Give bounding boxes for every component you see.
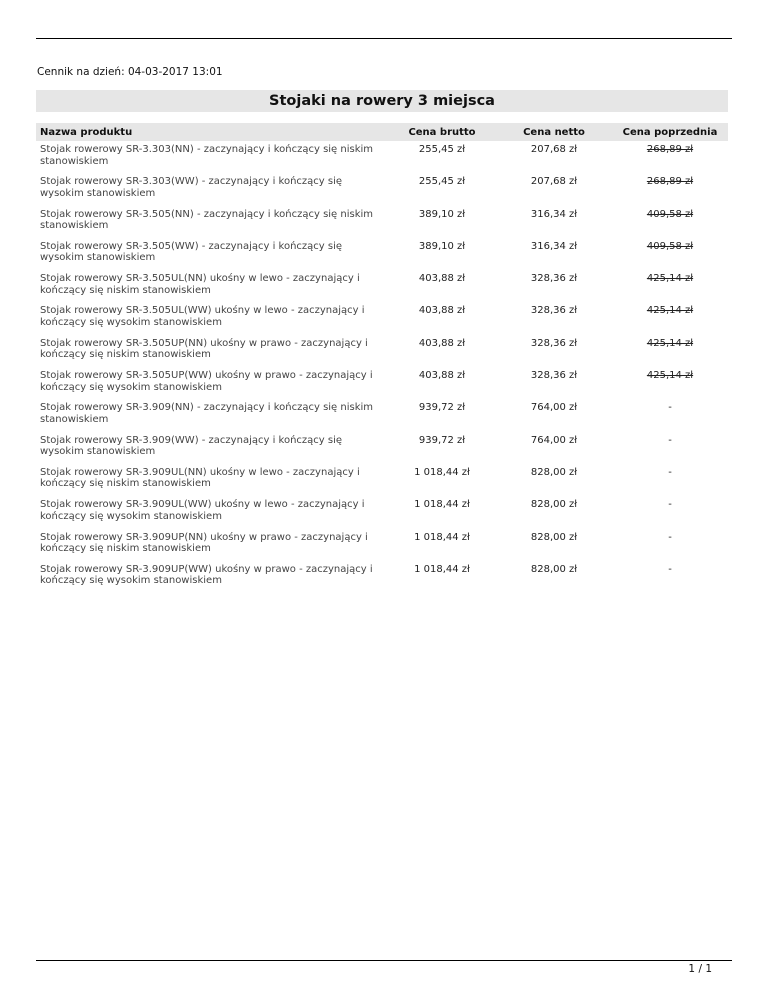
net-price-cell: 764,00 zł [530, 434, 578, 446]
previous-price-cell: 425,14 zł [646, 337, 694, 349]
product-name-cell: Stojak rowerowy SR-3.909(NN) - zaczynający i kończący się niskim stanowiskiem [40, 402, 374, 425]
table-row [36, 302, 728, 334]
product-name-cell: Stojak rowerowy SR-3.505(NN) - zaczynający i kończący się niskim stanowiskiem [40, 208, 374, 232]
product-name-cell: Stojak rowerowy SR-3.303(WW) - zaczynający i kończący się wysokim stanowiskiem [40, 176, 343, 199]
table-row [36, 270, 728, 302]
product-name-cell: Stojak rowerowy SR-3.505UL(WW) ukośny w lewo - zaczynający i kończący się wysokim stanowiskiem [40, 305, 365, 328]
top-divider [36, 38, 732, 39]
gross-price-cell: 1 018,44 zł [414, 531, 470, 543]
net-price-cell: 764,00 zł [530, 402, 578, 414]
table-row [36, 173, 728, 205]
column-header-previous: Cena poprzednia [612, 123, 728, 141]
net-price-cell: 328,36 zł [530, 273, 578, 285]
column-header-net: Cena netto [496, 123, 612, 141]
net-price-cell: 316,34 zł [530, 208, 578, 220]
gross-price-cell: 389,10 zł [418, 208, 466, 220]
table-row [36, 335, 728, 367]
previous-price-cell: - [668, 563, 672, 575]
previous-price-cell: - [668, 499, 672, 511]
table-row [36, 496, 728, 528]
table-row [36, 399, 728, 431]
gross-price-cell: 939,72 zł [418, 434, 466, 446]
previous-price-cell: 425,14 zł [646, 273, 694, 285]
previous-price-cell: 409,58 zł [646, 208, 694, 220]
price-table [36, 123, 728, 593]
net-price-cell: 207,68 zł [530, 144, 578, 155]
gross-price-cell: 255,45 zł [418, 176, 466, 188]
product-name-cell: Stojak rowerowy SR-3.909UP(NN) ukośny w prawo - zaczynający i kończący się niskim stanowiskiem [40, 531, 368, 555]
net-price-cell: 207,68 zł [530, 176, 578, 188]
table-row [36, 367, 728, 399]
net-price-cell: 328,36 zł [530, 370, 578, 382]
price-list-date: Cennik na dzień: 04-03-2017 13:01 [37, 66, 223, 78]
net-price-cell: 328,36 zł [530, 337, 578, 349]
page-title: Stojaki na rowery 3 miejsca [36, 90, 728, 112]
product-name-cell: Stojak rowerowy SR-3.909UL(NN) ukośny w lewo - zaczynający i kończący się niskim stanowiskiem [40, 466, 360, 490]
previous-price-cell: 409,58 zł [646, 240, 694, 252]
product-name-cell: Stojak rowerowy SR-3.505(WW) - zaczynający i kończący się wysokim stanowiskiem [40, 240, 343, 264]
gross-price-cell: 403,88 zł [418, 370, 466, 382]
bottom-divider [36, 960, 732, 961]
gross-price-cell: 1 018,44 zł [414, 563, 470, 575]
gross-price-cell: 1 018,44 zł [414, 499, 470, 511]
table-row [36, 141, 728, 173]
previous-price-cell: 268,89 zł [646, 144, 694, 155]
previous-price-cell: - [668, 402, 672, 414]
previous-price-cell: - [668, 434, 672, 446]
gross-price-cell: 403,88 zł [418, 305, 466, 317]
previous-price-cell: 425,14 zł [646, 305, 694, 317]
gross-price-cell: 403,88 zł [418, 273, 466, 285]
gross-price-cell: 389,10 zł [418, 240, 466, 252]
table-row [36, 529, 728, 561]
product-name-cell: Stojak rowerowy SR-3.505UP(NN) ukośny w prawo - zaczynający i kończący się niskim stanowiskiem [40, 337, 368, 361]
product-name-cell: Stojak rowerowy SR-3.909UL(WW) ukośny w lewo - zaczynający i kończący się wysokim stanowiskiem [40, 499, 365, 522]
table-row [36, 464, 728, 496]
page-number: 1 / 1 [688, 963, 712, 975]
previous-price-cell: 425,14 zł [646, 370, 694, 382]
product-name-cell: Stojak rowerowy SR-3.909(WW) - zaczynający i kończący się wysokim stanowiskiem [40, 434, 343, 458]
table-header-row [36, 123, 728, 141]
net-price-cell: 316,34 zł [530, 240, 578, 252]
gross-price-cell: 255,45 zł [418, 144, 466, 155]
column-header-gross: Cena brutto [388, 123, 496, 141]
table-row [36, 238, 728, 270]
previous-price-cell: - [668, 531, 672, 543]
previous-price-cell: 268,89 zł [646, 176, 694, 188]
net-price-cell: 828,00 zł [530, 563, 578, 575]
net-price-cell: 828,00 zł [530, 466, 578, 478]
product-name-cell: Stojak rowerowy SR-3.303(NN) - zaczynający i kończący się niskim stanowiskiem [40, 144, 374, 167]
previous-price-cell: - [668, 466, 672, 478]
column-header-name: Nazwa produktu [36, 123, 388, 141]
product-name-cell: Stojak rowerowy SR-3.505UL(NN) ukośny w lewo - zaczynający i kończący się niskim stanowiskiem [40, 273, 360, 296]
gross-price-cell: 403,88 zł [418, 337, 466, 349]
product-name-cell: Stojak rowerowy SR-3.909UP(WW) ukośny w prawo - zaczynający i kończący się wysokim stanowiskiem [40, 563, 373, 587]
net-price-cell: 328,36 zł [530, 305, 578, 317]
gross-price-cell: 939,72 zł [418, 402, 466, 414]
net-price-cell: 828,00 zł [530, 531, 578, 543]
table-row [36, 432, 728, 464]
gross-price-cell: 1 018,44 zł [414, 466, 470, 478]
net-price-cell: 828,00 zł [530, 499, 578, 511]
product-name-cell: Stojak rowerowy SR-3.505UP(WW) ukośny w prawo - zaczynający i kończący się wysokim stanowiskiem [40, 370, 373, 393]
table-row [36, 206, 728, 238]
table-row [36, 561, 728, 593]
